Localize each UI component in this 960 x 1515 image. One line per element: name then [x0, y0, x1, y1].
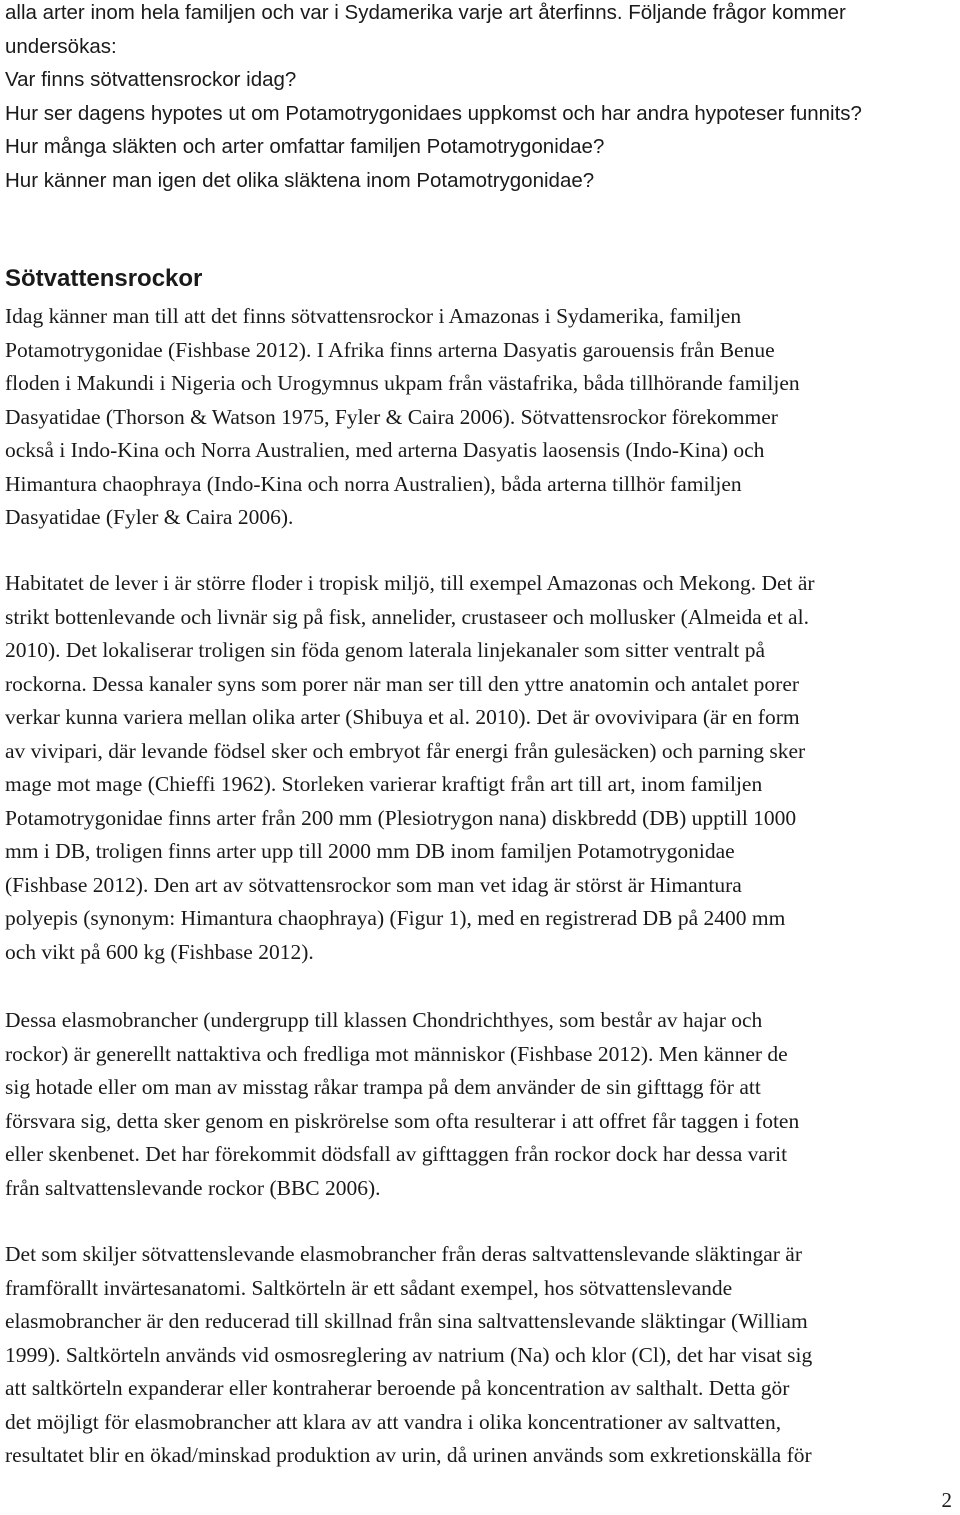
- intro-block: [5, 0, 955, 197]
- intro-line: undersökas:: [5, 34, 117, 58]
- paragraph-2: [5, 567, 955, 969]
- paragraph-line: Det som skiljer sötvattenslevande elasmobrancher från deras saltvattenslevande släktingar är: [5, 1242, 803, 1266]
- intro-line: Hur känner man igen det olika släktena inom Potamotrygonidae?: [5, 168, 595, 192]
- paragraph-line: (Fishbase 2012). Den art av sötvattensrockor som man vet idag är störst är Himantura: [5, 872, 742, 897]
- paragraph-line: Idag känner man till att det finns sötvattensrockor i Amazonas i Sydamerika, familjen: [5, 304, 742, 328]
- intro-line: Hur många släkten och arter omfattar familjen Potamotrygonidae?: [5, 135, 605, 158]
- paragraph-line: floden i Makundi i Nigeria och Urogymnus ukpam från västafrika, båda tillhörande familjen: [5, 371, 800, 395]
- intro-line: Hur ser dagens hypotes ut om Potamotrygonidaes uppkomst och har andra hypoteser funnits?: [5, 101, 862, 125]
- intro-line: alla arter inom hela familjen och var i Sydamerika varje art återfinns. Följande frågor kommer: [5, 1, 846, 24]
- paragraph-line: resultatet blir en ökad/minskad produktion av urin, då urinen används som exkretionskälla för: [5, 1443, 812, 1467]
- paragraph-line: eller skenbenet. Det har förekommit dödsfall av gifttaggen från rockor dock har dessa varit: [5, 1142, 788, 1166]
- paragraph-line: från saltvattenslevande rockor (BBC 2006).: [5, 1175, 381, 1200]
- page-number: 2: [941, 1488, 952, 1512]
- paragraph-line: elasmobrancher är den reducerad till skillnad från sina saltvattenslevande släktingar (William: [5, 1309, 808, 1333]
- paragraph-line: rockorna. Dessa kanaler syns som porer när man ser till den yttre anatomin och antalet porer: [5, 671, 800, 696]
- paragraph-line: Dasyatidae (Fyler & Caira 2006).: [5, 505, 294, 529]
- paragraph-line: det möjligt för elasmobrancher att klara av att vandra i olika koncentrationer av saltvatten,: [5, 1409, 782, 1434]
- paragraph-line: försvara sig, detta sker genom en piskrörelse som ofta resulterar i att offret får taggen i foten: [5, 1108, 800, 1133]
- paragraph-1: [5, 300, 955, 535]
- paragraph-line: strikt bottenlevande och livnär sig på fisk, annelider, crustaseer och mollusker (Almeida et al.: [5, 604, 809, 629]
- paragraph-line: Dessa elasmobrancher (undergrupp till klassen Chondrichthyes, som består av hajar och: [5, 1008, 763, 1032]
- paragraph-line: sig hotade eller om man av misstag råkar trampa på dem använder de sin gifttagg för att: [5, 1075, 761, 1099]
- paragraph-line: Potamotrygonidae finns arter från 200 mm (Plesiotrygon nana) diskbredd (DB) upptill 1000: [5, 805, 797, 830]
- paragraph-line: Habitatet de lever i är större floder i tropisk miljö, till exempel Amazonas och Mekong. Det är: [5, 571, 815, 595]
- paragraph-line: 1999). Saltkörteln används vid osmosreglering av natrium (Na) och klor (Cl), det har visat sig: [5, 1342, 813, 1367]
- paragraph-line: 2010). Det lokaliserar troligen sin föda genom laterala linjekanaler som sitter ventralt på: [5, 638, 766, 662]
- paragraph-line: rockor) är generellt nattaktiva och fredliga mot människor (Fishbase 2012). Men känner de: [5, 1041, 788, 1066]
- paragraph-line: Dasyatidae (Thorson & Watson 1975, Fyler & Caira 2006). Sötvattensrockor förekommer: [5, 404, 778, 429]
- paragraph-4: [5, 1238, 955, 1473]
- paragraph-line: polyepis (synonym: Himantura chaophraya) (Figur 1), med en registrerad DB på 2400 mm: [5, 906, 786, 930]
- paragraph-line: att saltkörteln expanderar eller kontraherar beroende på koncentration av salthalt. Detta gör: [5, 1376, 790, 1400]
- paragraph-line: verkar kunna variera mellan olika arter (Shibuya et al. 2010). Det är ovovivipara (är en form: [5, 705, 800, 729]
- paragraph-line: av vivipari, där levande födsel sker och embryot får energi från gulesäcken) och parning sker: [5, 738, 806, 763]
- paragraph-3: [5, 1004, 955, 1205]
- paragraph-line: mage mot mage (Chieffi 1962). Storleken varierar kraftigt från art till art, inom familjen: [5, 772, 763, 796]
- section-heading: Sötvattensrockor: [5, 265, 203, 292]
- section-heading-block: [5, 262, 955, 296]
- paragraph-line: också i Indo-Kina och Norra Australien, med arterna Dasyatis laosensis (Indo-Kina) och: [5, 438, 765, 462]
- paragraph-line: Potamotrygonidae (Fishbase 2012). I Afrika finns arterna Dasyatis garouensis från Benue: [5, 337, 775, 362]
- paragraph-line: och vikt på 600 kg (Fishbase 2012).: [5, 939, 314, 964]
- paragraph-line: mm i DB, troligen finns arter upp till 2000 mm DB inom familjen Potamotrygonidae: [5, 839, 735, 863]
- paragraph-line: framförallt invärtesanatomi. Saltkörteln är ett sådant exempel, hos sötvattenslevande: [5, 1275, 733, 1300]
- paragraph-line: Himantura chaophraya (Indo-Kina och norra Australien), båda arterna tillhör familjen: [5, 471, 742, 496]
- intro-line: Var finns sötvattensrockor idag?: [5, 68, 297, 91]
